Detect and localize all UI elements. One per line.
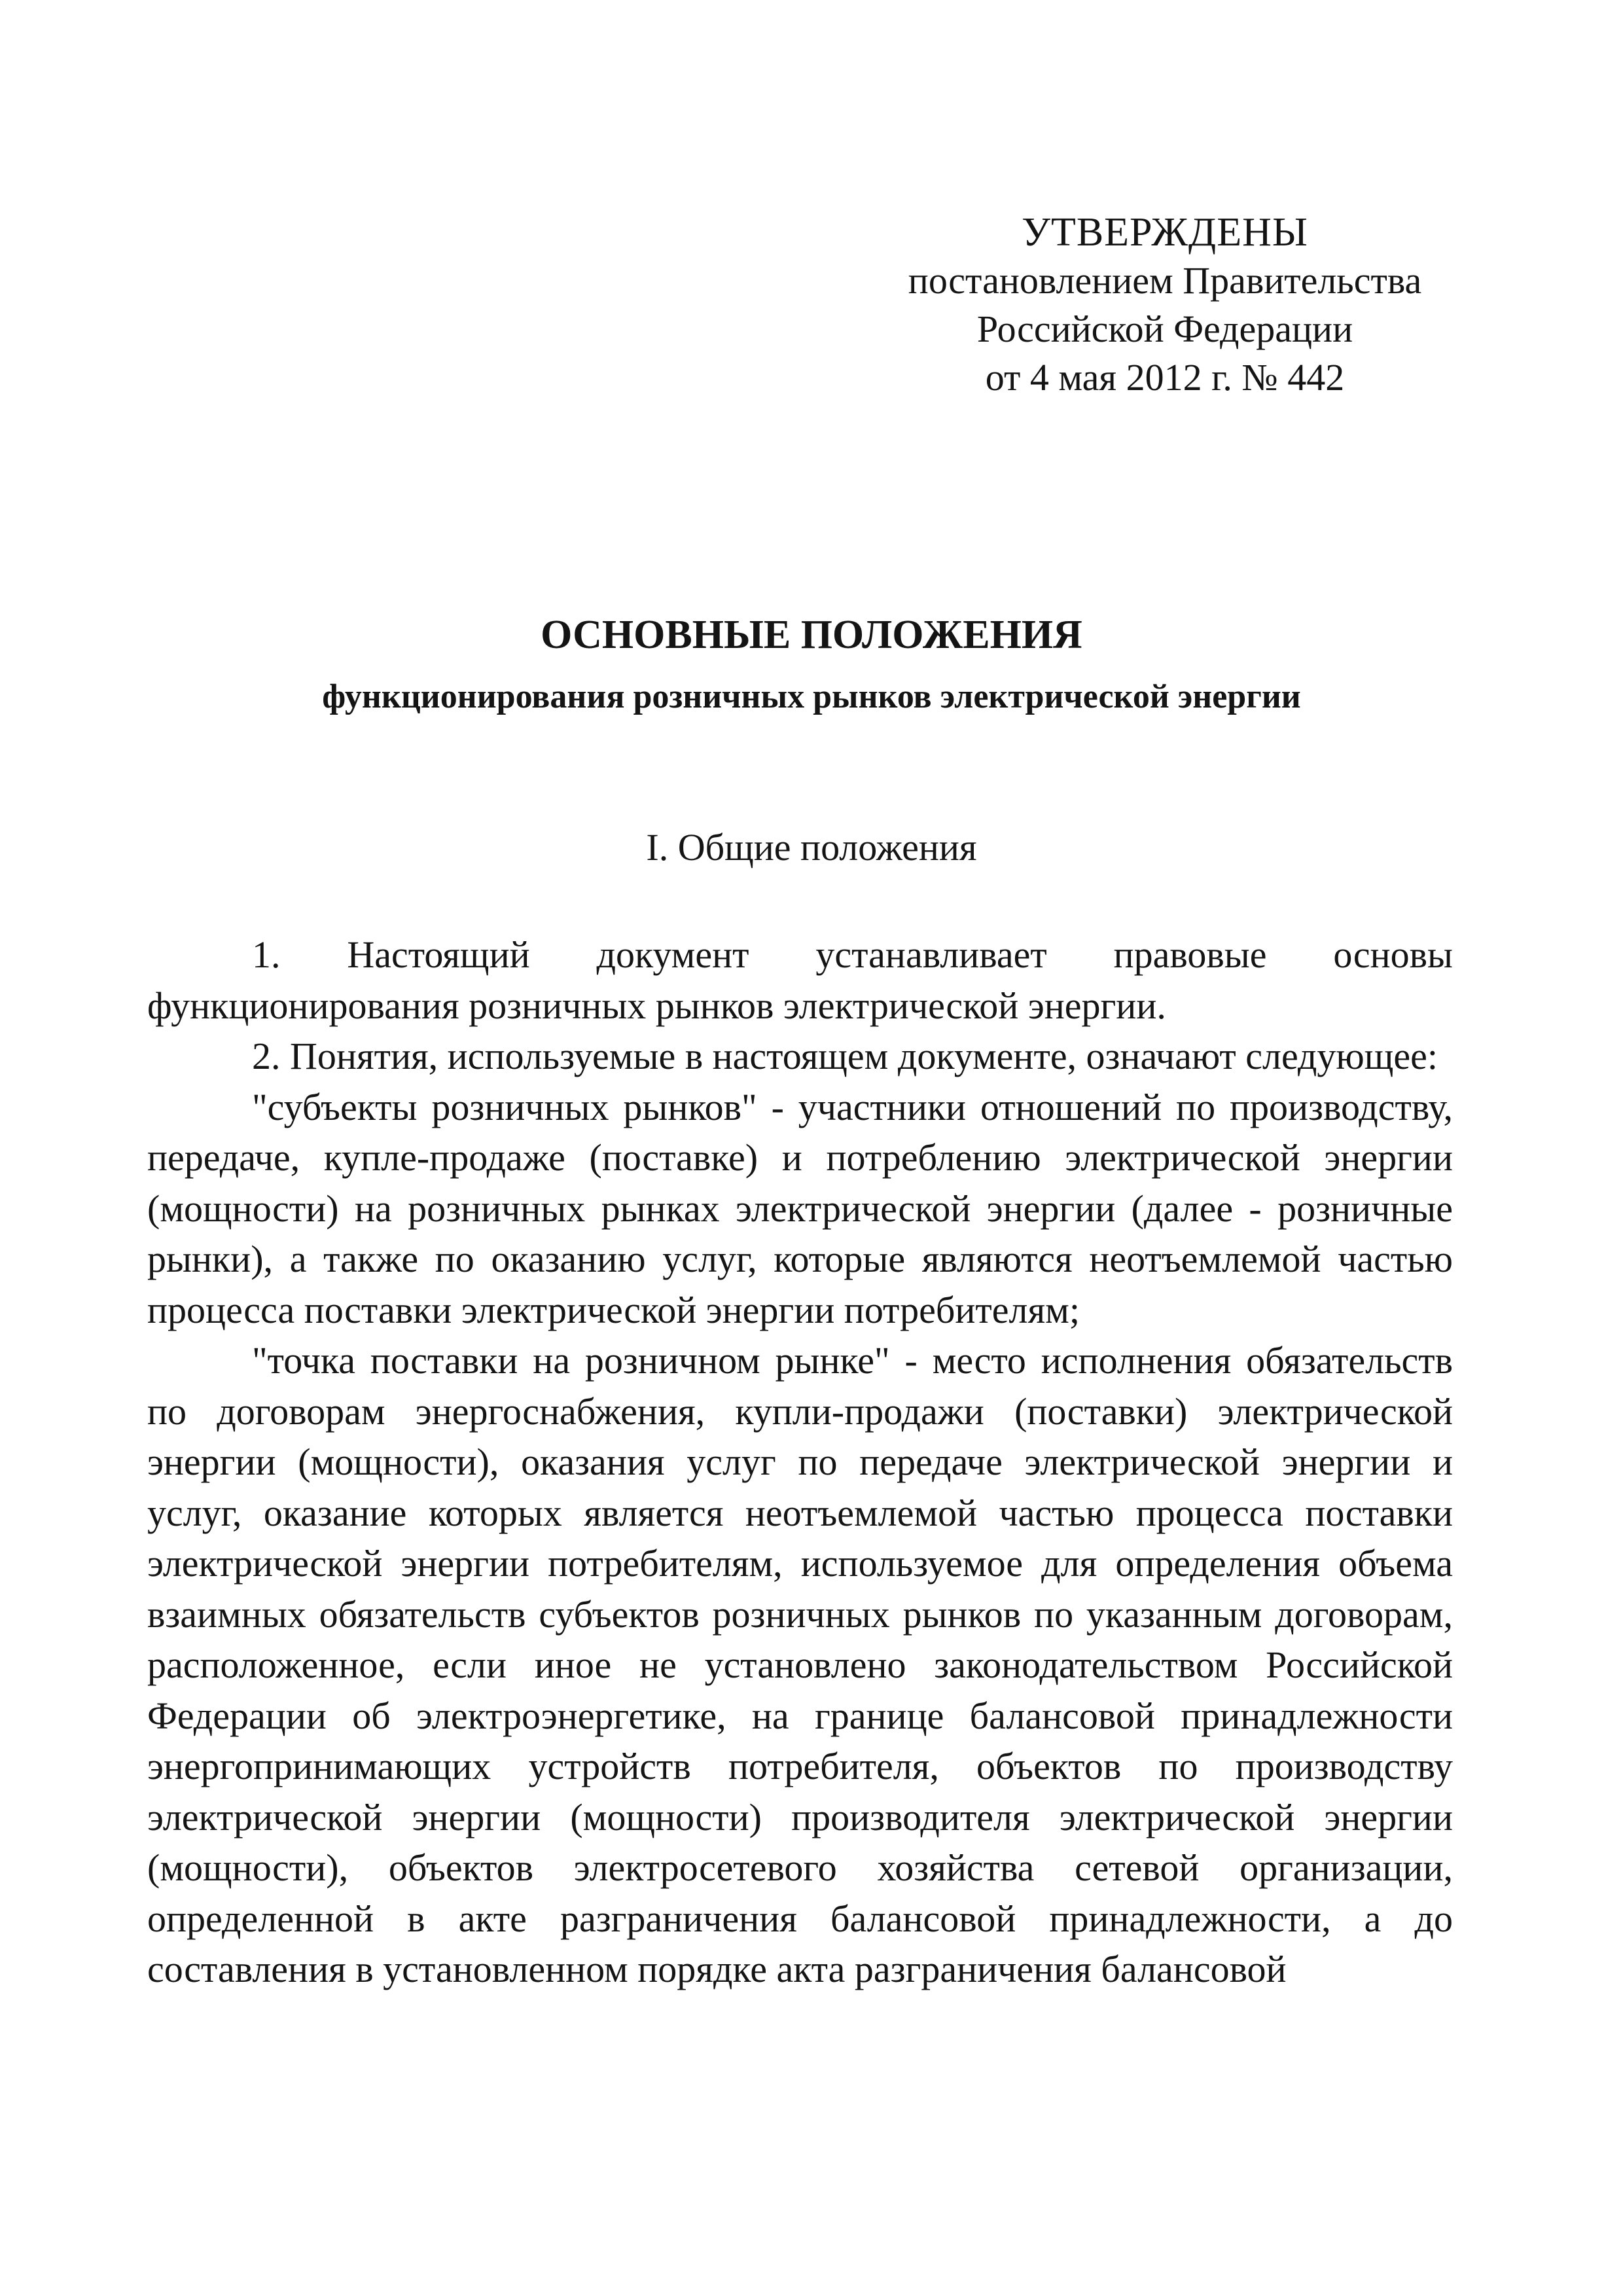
approval-line-federation: Российской Федерации: [976, 308, 1353, 350]
paragraph-definition-retail-subjects: "субъекты розничных рынков" - участники отношений по производству, передаче, купле-продаже (поставке) и потреблению электрической энергии (мощности) на розничных рынках электрической энергии (далее - розничные рынки), а также по оказанию услуг, которые являются неотъемлемой частью процесса поставки электрической энергии потребителям;: [147, 1085, 1453, 1331]
document-subtitle: функционирования розничных рынков электрической энергии: [322, 678, 1301, 715]
paragraph-2: 2. Понятия, используемые в настоящем документе, означают следующее:: [252, 1035, 1438, 1077]
approval-line-date-number: от 4 мая 2012 г. № 442: [985, 356, 1345, 399]
paragraph-definition-delivery-point: "точка поставки на розничном рынке" - место исполнения обязательств по договорам энергоснабжения, купли-продажи (поставки) электрической энергии (мощности), оказания услуг по передаче электрической энергии и услуг, оказание которых является неотъемлемой частью процесса поставки электрической энергии потребителям, используемое для определения объема взаимных обязательств субъектов розничных рынков по указанным договорам, расположенное, если иное не установлено законодательством Российской Федерации об электроэнергетике, на границе балансовой принадлежности энергопринимающих устройств потребителя, объектов по производству электрической энергии (мощности) производителя электрической энергии (мощности), объектов электросетевого хозяйства сетевой организации, определенной в акте разграничения балансовой принадлежности, а до составления в установленном порядке акта разграничения балансовой: [147, 1339, 1453, 1990]
document-body: [147, 929, 1453, 1995]
approval-line-decree: постановлением Правительства: [908, 259, 1422, 302]
paragraph-1: 1. Настоящий документ устанавливает правовые основы функционирования розничных рынков электрической энергии.: [147, 933, 1453, 1027]
approval-stamp-block: [877, 208, 1453, 402]
approval-title: УТВЕРЖДЕНЫ: [1022, 210, 1308, 255]
section-heading: I. Общие положения: [646, 826, 977, 869]
document-title: ОСНОВНЫЕ ПОЛОЖЕНИЯ: [541, 613, 1082, 657]
